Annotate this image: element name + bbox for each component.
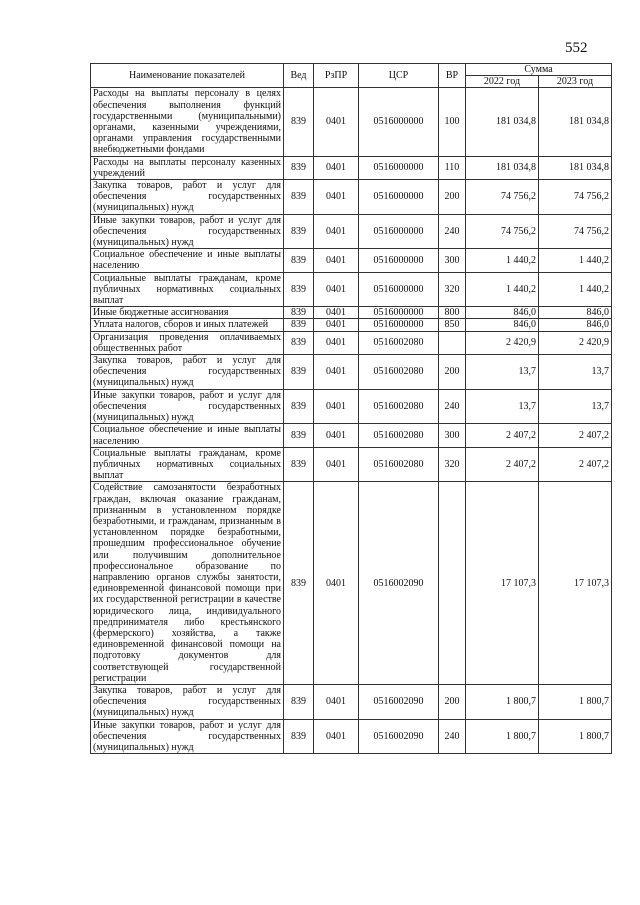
row-vr-cell: 100	[439, 88, 466, 156]
row-name-cell: Закупка товаров, работ и услуг для обеспечения государственных (муниципальных) нужд	[91, 684, 284, 719]
table-row	[91, 684, 612, 719]
row-name-cell: Иные закупки товаров, работ и услуг для обеспечения государственных (муниципальных) нужд	[91, 389, 284, 424]
row-ved-cell: 839	[284, 389, 314, 424]
row-vr-cell: 320	[439, 447, 466, 482]
row-sum-2022-cell: 74 756,2	[466, 214, 539, 249]
row-sum-2023-cell: 846,0	[539, 319, 612, 331]
table-row	[91, 307, 612, 319]
row-csr-cell: 0516000000	[359, 156, 439, 179]
row-sum-2022-cell: 181 034,8	[466, 88, 539, 156]
header-sum: Сумма	[466, 64, 612, 76]
row-vr-cell: 300	[439, 424, 466, 447]
row-rzpr-cell: 0401	[314, 719, 359, 754]
row-sum-2022-cell: 2 407,2	[466, 424, 539, 447]
row-csr-cell: 0516000000	[359, 307, 439, 319]
row-sum-2022-cell: 2 420,9	[466, 331, 539, 354]
row-rzpr-cell: 0401	[314, 156, 359, 179]
header-vr: ВР	[439, 64, 466, 88]
row-csr-cell: 0516000000	[359, 272, 439, 307]
row-sum-2023-cell: 13,7	[539, 389, 612, 424]
row-sum-2023-cell: 13,7	[539, 355, 612, 390]
table-row	[91, 88, 612, 156]
row-csr-cell: 0516002080	[359, 389, 439, 424]
row-name-cell: Расходы на выплаты персоналу казенных учреждений	[91, 156, 284, 179]
row-name-cell: Социальные выплаты гражданам, кроме публичных нормативных социальных выплат	[91, 272, 284, 307]
row-ved-cell: 839	[284, 482, 314, 685]
row-csr-cell: 0516002080	[359, 424, 439, 447]
row-sum-2023-cell: 1 440,2	[539, 272, 612, 307]
row-csr-cell: 0516002090	[359, 719, 439, 754]
row-rzpr-cell: 0401	[314, 424, 359, 447]
row-sum-2023-cell: 846,0	[539, 307, 612, 319]
row-ved-cell: 839	[284, 684, 314, 719]
row-sum-2023-cell: 181 034,8	[539, 88, 612, 156]
row-rzpr-cell: 0401	[314, 447, 359, 482]
row-ved-cell: 839	[284, 88, 314, 156]
row-ved-cell: 839	[284, 214, 314, 249]
table-row	[91, 249, 612, 272]
header-rzpr: РзПР	[314, 64, 359, 88]
row-vr-cell: 850	[439, 319, 466, 331]
header-year-2022: 2022 год	[466, 76, 539, 88]
row-sum-2023-cell: 2 420,9	[539, 331, 612, 354]
row-ved-cell: 839	[284, 719, 314, 754]
row-rzpr-cell: 0401	[314, 180, 359, 215]
row-sum-2023-cell: 74 756,2	[539, 214, 612, 249]
row-rzpr-cell: 0401	[314, 389, 359, 424]
row-vr-cell: 200	[439, 180, 466, 215]
row-rzpr-cell: 0401	[314, 355, 359, 390]
row-csr-cell: 0516002080	[359, 331, 439, 354]
table-body	[91, 88, 612, 754]
row-ved-cell: 839	[284, 319, 314, 331]
row-vr-cell: 200	[439, 684, 466, 719]
row-csr-cell: 0516000000	[359, 214, 439, 249]
row-sum-2022-cell: 13,7	[466, 355, 539, 390]
row-sum-2022-cell: 17 107,3	[466, 482, 539, 685]
row-sum-2022-cell: 1 800,7	[466, 719, 539, 754]
row-ved-cell: 839	[284, 307, 314, 319]
row-sum-2022-cell: 13,7	[466, 389, 539, 424]
row-name-cell: Уплата налогов, сборов и иных платежей	[91, 319, 284, 331]
row-rzpr-cell: 0401	[314, 482, 359, 685]
row-sum-2022-cell: 846,0	[466, 319, 539, 331]
table-row	[91, 331, 612, 354]
row-csr-cell: 0516000000	[359, 180, 439, 215]
row-sum-2023-cell: 1 440,2	[539, 249, 612, 272]
row-name-cell: Иные закупки товаров, работ и услуг для обеспечения государственных (муниципальных) нужд	[91, 719, 284, 754]
row-sum-2022-cell: 74 756,2	[466, 180, 539, 215]
table-row	[91, 319, 612, 331]
row-sum-2023-cell: 181 034,8	[539, 156, 612, 179]
table-row	[91, 424, 612, 447]
table-row	[91, 447, 612, 482]
row-sum-2023-cell: 2 407,2	[539, 447, 612, 482]
row-vr-cell	[439, 482, 466, 685]
row-sum-2022-cell: 1 440,2	[466, 249, 539, 272]
row-rzpr-cell: 0401	[314, 214, 359, 249]
row-ved-cell: 839	[284, 180, 314, 215]
row-rzpr-cell: 0401	[314, 319, 359, 331]
row-csr-cell: 0516000000	[359, 249, 439, 272]
row-name-cell: Социальное обеспечение и иные выплаты населению	[91, 249, 284, 272]
row-sum-2022-cell: 2 407,2	[466, 447, 539, 482]
row-sum-2023-cell: 1 800,7	[539, 684, 612, 719]
row-rzpr-cell: 0401	[314, 307, 359, 319]
row-name-cell: Закупка товаров, работ и услуг для обеспечения государственных (муниципальных) нужд	[91, 355, 284, 390]
row-rzpr-cell: 0401	[314, 331, 359, 354]
row-name-cell: Содействие самозанятости безработных граждан, включая оказание гражданам, признанным в установленном порядке безработными, и гражданам, признанным в установленном порядке безработными, прошедшим профессиональное обучение или получившим дополнительное профессиональное образование по направлению органов службы занятости, единовременной финансовой помощи при их государственной регистрации в качестве юридического лица, индивидуального предпринимателя либо крестьянского (фермерского) хозяйства, а также единовременной финансовой помощи на подготовку документов для соответствующей государственной регистрации	[91, 482, 284, 685]
row-name-cell: Социальные выплаты гражданам, кроме публичных нормативных социальных выплат	[91, 447, 284, 482]
table-row	[91, 482, 612, 685]
table-row	[91, 272, 612, 307]
row-sum-2023-cell: 1 800,7	[539, 719, 612, 754]
header-year-2023: 2023 год	[539, 76, 612, 88]
table-row	[91, 719, 612, 754]
row-ved-cell: 839	[284, 447, 314, 482]
row-rzpr-cell: 0401	[314, 272, 359, 307]
row-vr-cell: 240	[439, 719, 466, 754]
row-name-cell: Расходы на выплаты персоналу в целях обеспечения выполнения функций государственными (муниципальными) органами, казенными учреждениями, органами управления государственными внебюджетными фондами	[91, 88, 284, 156]
row-name-cell: Иные бюджетные ассигнования	[91, 307, 284, 319]
row-ved-cell: 839	[284, 355, 314, 390]
row-name-cell: Социальное обеспечение и иные выплаты населению	[91, 424, 284, 447]
row-csr-cell: 0516002080	[359, 447, 439, 482]
row-ved-cell: 839	[284, 331, 314, 354]
row-ved-cell: 839	[284, 249, 314, 272]
row-vr-cell: 320	[439, 272, 466, 307]
row-name-cell: Иные закупки товаров, работ и услуг для обеспечения государственных (муниципальных) нужд	[91, 214, 284, 249]
row-sum-2023-cell: 74 756,2	[539, 180, 612, 215]
budget-table	[90, 63, 612, 754]
row-csr-cell: 0516002090	[359, 482, 439, 685]
row-vr-cell: 200	[439, 355, 466, 390]
header-csr: ЦСР	[359, 64, 439, 88]
row-vr-cell: 800	[439, 307, 466, 319]
header-name: Наименование показателей	[91, 64, 284, 88]
header-ved: Вед	[284, 64, 314, 88]
row-csr-cell: 0516002090	[359, 684, 439, 719]
row-sum-2022-cell: 1 440,2	[466, 272, 539, 307]
row-rzpr-cell: 0401	[314, 88, 359, 156]
row-rzpr-cell: 0401	[314, 684, 359, 719]
row-ved-cell: 839	[284, 272, 314, 307]
row-sum-2022-cell: 846,0	[466, 307, 539, 319]
page-number: 552	[565, 40, 588, 56]
row-name-cell: Организация проведения оплачиваемых общественных работ	[91, 331, 284, 354]
row-vr-cell	[439, 331, 466, 354]
row-csr-cell: 0516000000	[359, 319, 439, 331]
row-vr-cell: 240	[439, 389, 466, 424]
row-csr-cell: 0516000000	[359, 88, 439, 156]
row-ved-cell: 839	[284, 424, 314, 447]
row-ved-cell: 839	[284, 156, 314, 179]
row-csr-cell: 0516002080	[359, 355, 439, 390]
row-rzpr-cell: 0401	[314, 249, 359, 272]
table-row	[91, 180, 612, 215]
table-row	[91, 214, 612, 249]
header-row	[91, 64, 612, 76]
row-sum-2023-cell: 2 407,2	[539, 424, 612, 447]
table-row	[91, 355, 612, 390]
row-vr-cell: 240	[439, 214, 466, 249]
row-sum-2022-cell: 1 800,7	[466, 684, 539, 719]
table-row	[91, 389, 612, 424]
row-sum-2023-cell: 17 107,3	[539, 482, 612, 685]
table-row	[91, 156, 612, 179]
row-vr-cell: 110	[439, 156, 466, 179]
row-vr-cell: 300	[439, 249, 466, 272]
row-name-cell: Закупка товаров, работ и услуг для обеспечения государственных (муниципальных) нужд	[91, 180, 284, 215]
row-sum-2022-cell: 181 034,8	[466, 156, 539, 179]
